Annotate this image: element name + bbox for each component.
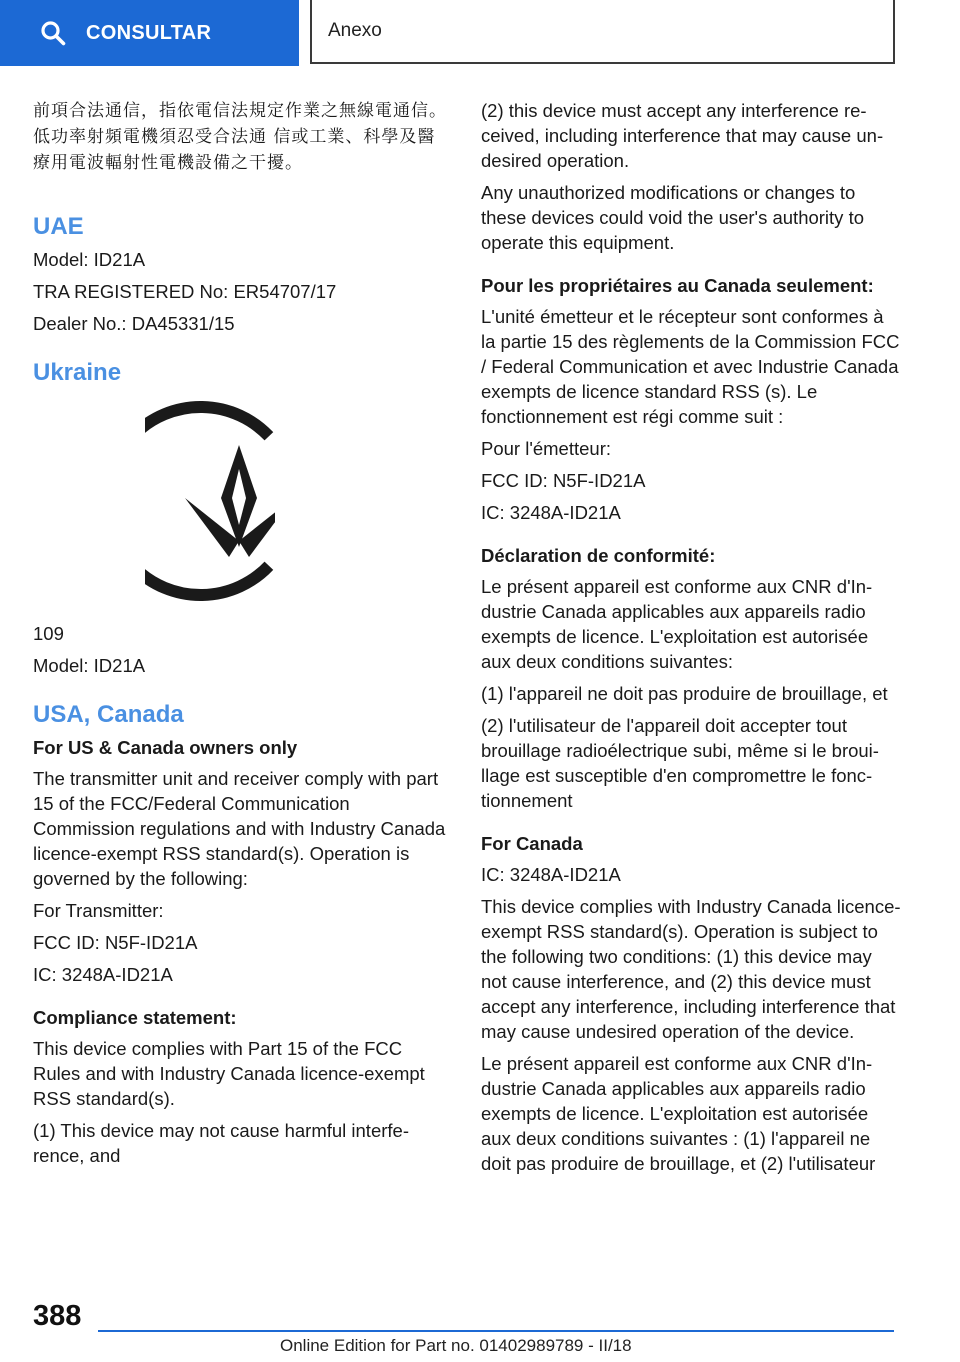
usa-canada-heading: USA, Canada <box>33 701 184 728</box>
canada-intro-fr: L'unité émetteur et le récepteur sont conformes à la partie 15 des règlements de la Commission FCC / Federal Communication et avec Industrie Canada exempts de licence standard RSS (s). Le fonctionnement est régi comme suit : <box>481 306 900 427</box>
uae-heading: UAE <box>33 213 84 240</box>
ic-number-fr: IC: 3248A-ID21A <box>481 502 621 523</box>
condition-2-text-fr: (2) l'utilisateur de l'appareil doit accepter tout brouillage radioélectrique subi, même si le brouillage est susceptible d'en compromettre le fonctionnement <box>481 715 879 811</box>
ukraine-heading: Ukraine <box>33 359 122 386</box>
declaration-text: Le présent appareil est conforme aux CNR d'Industrie Canada applicables aux appareils radio exempts de licence. L'exploitation est autorisée aux deux conditions suivantes: <box>481 576 873 672</box>
page-number: 388 <box>33 1300 82 1332</box>
left-column <box>33 98 448 1175</box>
for-canada-text: This device complies with Industry Canada licence-exempt RSS standard(s). Operation is subject to the following two conditions: (1) this device may not cause interference, and (2) this device must accept any interference, including interference that may cause undesired operation of the device. <box>481 896 901 1042</box>
right-column <box>481 98 901 1183</box>
for-transmitter-label-fr: Pour l'émetteur: <box>481 438 612 459</box>
ukraine-model: Model: ID21A <box>33 655 146 676</box>
ukraine-conformity-mark <box>145 401 275 601</box>
condition-1-text: (1) This device may not cause harmful interference, and <box>33 1120 409 1166</box>
footer-edition-text: Online Edition for Part no. 01402989789 - II/18 <box>280 1336 632 1355</box>
compliance-heading: Compliance statement: <box>33 1007 237 1028</box>
top-navigation-bar <box>0 0 960 66</box>
footer-divider <box>98 1330 894 1332</box>
for-canada-ic: IC: 3248A-ID21A <box>481 864 621 885</box>
compliance-text: This device complies with Part 15 of the FCC Rules and with Industry Canada licence-exempt RSS standard(s). <box>33 1038 425 1109</box>
final-text-fr: Le présent appareil est conforme aux CNR d'Industrie Canada applicables aux appareils radio exempts de licence. L'exploitation est autorisée aux deux conditions suivantes : (1) l'appareil ne doit pas produire de brouillage, et (2) l'utilisateur <box>481 1053 876 1174</box>
unauthorized-modifications-text: Any unauthorized modifications or changes to these devices could void the user's authority to operate this equipment. <box>481 182 864 253</box>
fcc-id-fr: FCC ID: N5F-ID21A <box>481 470 646 491</box>
ukraine-number: 109 <box>33 623 64 644</box>
declaration-heading: Déclaration de conformité: <box>481 545 716 566</box>
uae-tra-number: TRA REGISTERED No: ER54707/17 <box>33 281 337 302</box>
uae-model: Model: ID21A <box>33 249 146 270</box>
ic-number: IC: 3248A-ID21A <box>33 964 173 985</box>
condition-2-text: (2) this device must accept any interference received, including interference that may cause undesired operation. <box>481 100 884 171</box>
section-tab-anexo[interactable] <box>310 0 895 64</box>
consult-button[interactable] <box>0 0 299 66</box>
us-canada-owners-heading: For US & Canada owners only <box>33 737 298 758</box>
for-canada-heading: For Canada <box>481 833 583 854</box>
uae-dealer-number: Dealer No.: DA45331/15 <box>33 313 235 334</box>
for-transmitter-label: For Transmitter: <box>33 900 164 921</box>
condition-1-text-fr: (1) l'appareil ne doit pas produire de brouillage, et <box>481 683 888 704</box>
consult-button-label: CONSULTAR <box>86 21 212 44</box>
section-tab-label: Anexo <box>328 20 382 41</box>
search-icon <box>40 20 66 46</box>
fcc-intro-text: The transmitter unit and receiver comply with part 15 of the FCC/Federal Communication Commission regulations and with Industry Canada licence-exempt RSS standard(s). Operation is governed by the following: <box>33 768 446 889</box>
taiwan-ncc-text: 前項合法通信，指依電信法規定作業之無線電通信。低功率射頻電機須忍受合法通 信或工業、科學及醫療用電波輻射性電機設備之干擾。 <box>33 101 447 173</box>
fcc-id: FCC ID: N5F-ID21A <box>33 932 198 953</box>
canada-owners-heading-fr: Pour les propriétaires au Canada seulement: <box>481 275 874 296</box>
